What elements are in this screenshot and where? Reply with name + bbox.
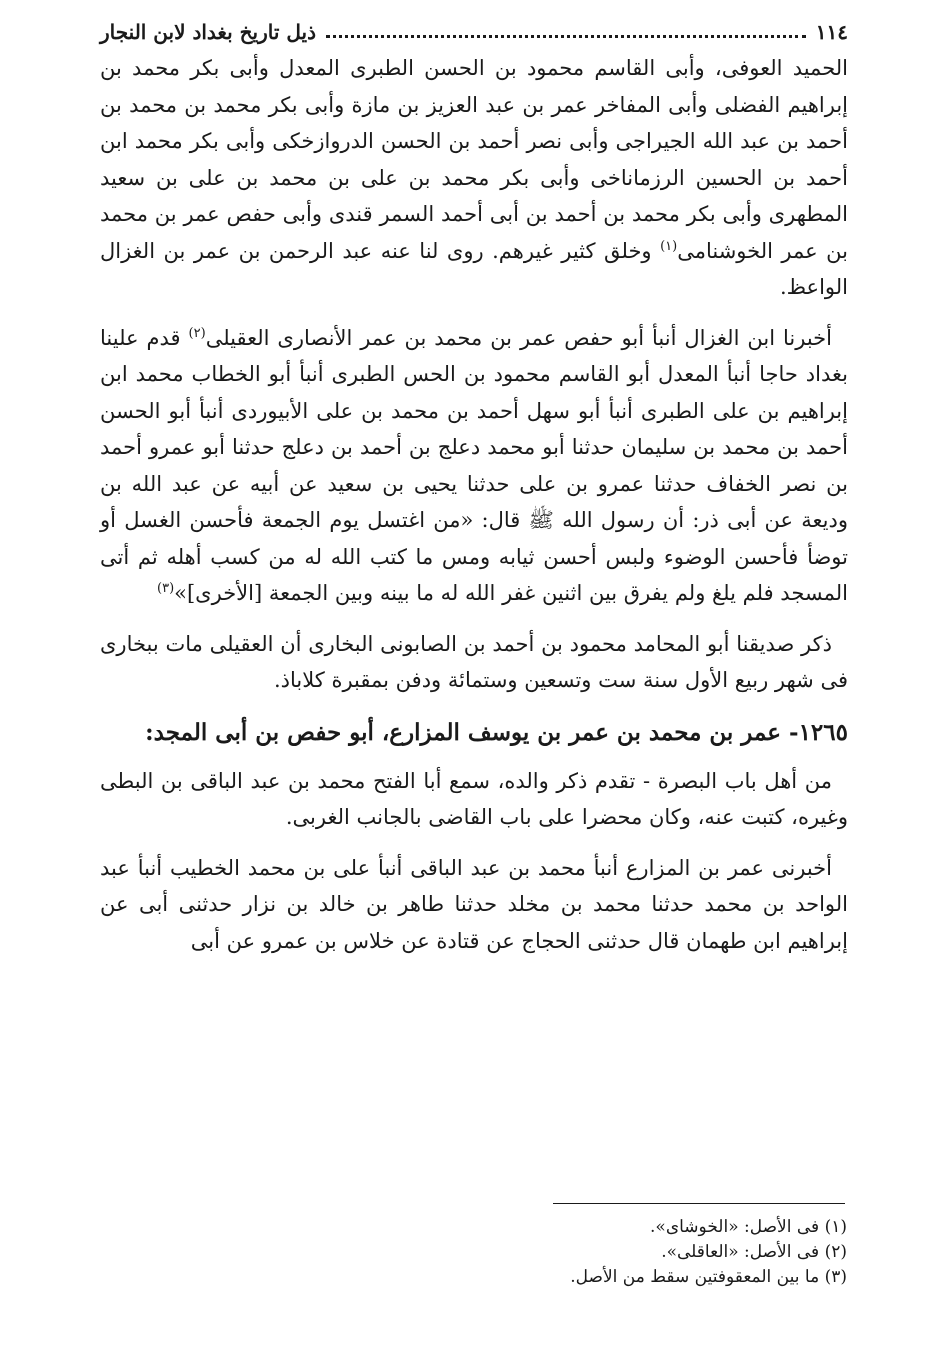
running-header (100, 18, 848, 50)
paragraph-hadith-chain (100, 320, 848, 612)
book-page (100, 18, 848, 959)
paragraph-text: وخلق كثير غيرهم. روى لنا عنه عبد الرحمن بن عمر بن الغزال الواعظ. (100, 238, 848, 299)
paragraph-text: أخبرنا ابن الغزال أنبأ أبو حفص عمر بن محمد بن عمر الأنصارى العقيلى (205, 325, 832, 350)
running-title: ذيل تاريخ بغداد لابن النجار (100, 20, 316, 44)
footnote-ref-2: (٢) (188, 325, 206, 341)
paragraph-text: قدم علينا بغداد حاجا أنبأ المعدل أبو القاسم محمود بن الحس الطبرى أنبأ أبو الخطاب محمد ابن إبراهيم بن على الطبرى أنبأ أبو سهل أحمد بن محمد بن على الأبيوردى أنبأ أبو الحسن أحمد بن محمد بن سليمان حدثنا أبو محمد دعلج بن أحمد بن دعلج حدثنا أبو عمرو أحمد بن نصر الخفاف حدثنا عمرو بن على حدثنا يحيى بن سعيد عن أبيه عن عبد الله بن وديعة عن أبى ذر: أن رسول الله ﷺ قال: «من اغتسل يوم الجمعة فأحسن الغسل أو توضأ فأحسن الوضوء ولبس أحسن ثيابه ومس ما كتب الله له من كسب أهله ثم أتى المسجد فلم يلغ ولم يفرق بين اثنين غفر الله له ما بينه وبين الجمعة [الأخرى]» (100, 325, 848, 605)
paragraph-entry-bio (100, 763, 848, 836)
entry-heading: ١٢٦٥- عمر بن محمد بن عمر بن يوسف المزارع، أبو حفص بن أبى المجد: (145, 718, 848, 746)
paragraph-text: أخبرنى عمر بن المزارع أنبأ محمد بن عبد الباقى أنبأ على بن محمد الخطيب أنبأ عبد الواحد بن محمد حدثنا محمد بن مخلد حدثنا طاهر بن خالد بن نزار حدثنى أبى عن إبراهيم ابن طهمان قال حدثنى الحجاج عن قتادة عن خلاس بن عمرو عن أبى (100, 855, 848, 953)
footnote-separator (553, 1203, 845, 1204)
footnote: (٣) ما بين المعقوفتين سقط من الأصل. (570, 1267, 847, 1287)
paragraph-text: من أهل باب البصرة - تقدم ذكر والده، سمع أبا الفتح محمد بن عبد الباقى بن البطى وغيره، كتبت عنه، وكان محضرا على باب القاضى بالجانب الغربى. (100, 768, 848, 829)
footnotes (99, 1215, 847, 1290)
paragraph-entry-chain (100, 850, 848, 960)
footnote: (١) فى الأصل: «الخوشاى». (650, 1217, 847, 1237)
paragraph-teachers-list (100, 50, 848, 306)
paragraph-text: ذكر صديقنا أبو المحامد محمود بن أحمد بن الصابونى البخارى أن العقيلى مات ببخارى فى شهر ربيع الأول سنة ست وتسعين وستمائة ودفن بمقبرة كلاباذ. (100, 631, 848, 692)
page-number: ١١٤ (815, 20, 848, 44)
paragraph-death-note (100, 626, 848, 699)
footnote-ref-1: (١) (660, 238, 678, 254)
header-dot-leader (326, 35, 806, 38)
footnote: (٢) فى الأصل: «العاقلى». (661, 1242, 847, 1262)
paragraph-text: الحميد العوفى، وأبى القاسم محمود بن الحسن الطبرى المعدل وأبى بكر محمد بن إبراهيم الفضلى وأبى المفاخر عمر بن عبد العزيز بن مازة وأبى بكر محمد بن محمد بن أحمد بن عبد الله الجيراجى وأبى نصر أحمد بن الحسن الدروازخكى وأبى بكر محمد ابن أحمد بن الحسين الرزماناخى وأبى بكر محمد بن على بن محمد بن على بن سعيد المطهرى وأبى بكر محمد بن أحمد بن أبى أحمد السمر قندى وأبى حفص عمر بن محمد بن عمر الخوشنامى (100, 56, 848, 263)
footnote-ref-3: (٣) (157, 581, 175, 596)
